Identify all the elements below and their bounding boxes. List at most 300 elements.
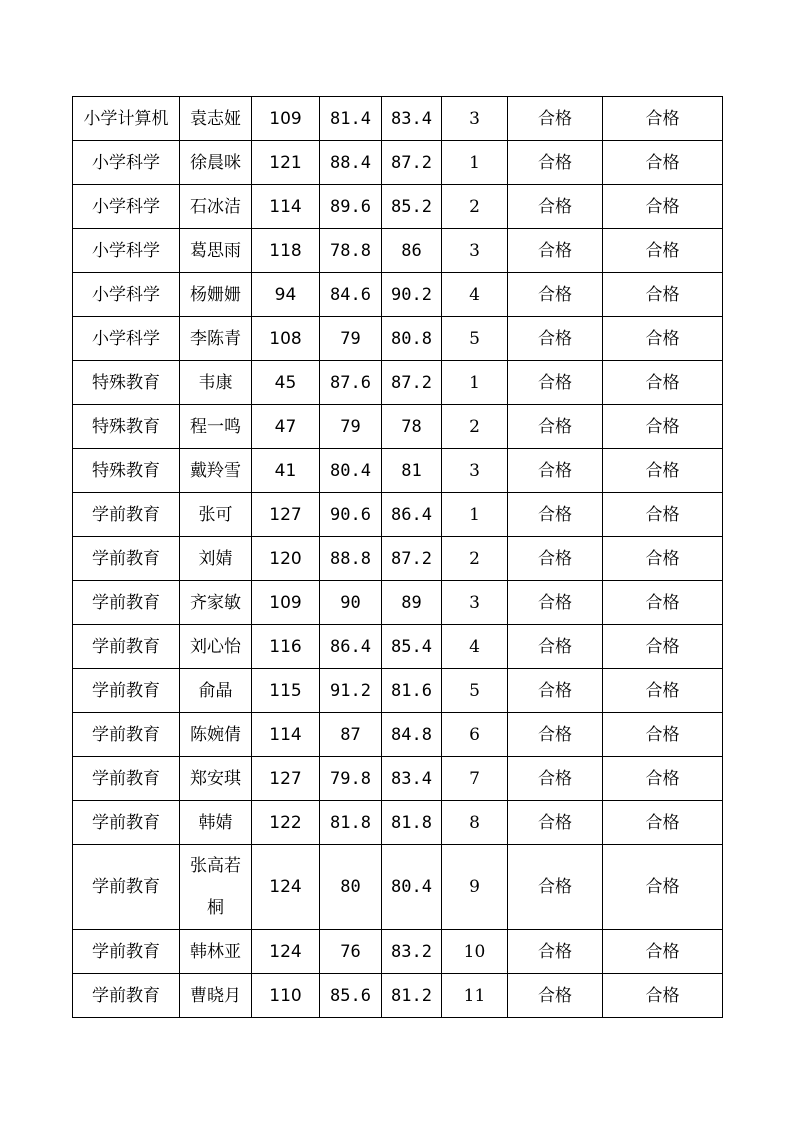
- score1-cell: [320, 581, 382, 625]
- score1-cell-text: 81.4: [330, 108, 371, 129]
- table-row: [73, 361, 723, 405]
- score2-cell: [382, 97, 442, 141]
- count-cell-text: 116: [269, 636, 302, 657]
- name-cell-text: 杨姗姗: [190, 284, 241, 305]
- table-body: [73, 97, 723, 1018]
- count-cell: [252, 757, 320, 801]
- result2-cell-text: 合格: [645, 592, 680, 613]
- score2-cell: [382, 361, 442, 405]
- result1-cell-text: 合格: [538, 504, 572, 525]
- name-cell: [180, 141, 252, 185]
- rank-cell-text: 1: [469, 152, 480, 173]
- count-cell-text: 120: [269, 548, 302, 569]
- name-cell-text: 袁志娅: [190, 108, 241, 129]
- count-cell: [252, 449, 320, 493]
- subject-cell-text: 小学科学: [92, 152, 160, 173]
- subject-cell: [73, 845, 180, 930]
- result2-cell-text: 合格: [645, 877, 680, 897]
- result1-cell-text: 合格: [538, 108, 572, 129]
- count-cell-text: 114: [269, 724, 302, 745]
- score2-cell-text: 86: [401, 240, 422, 261]
- result1-cell-text: 合格: [538, 941, 572, 962]
- count-cell: [252, 801, 320, 845]
- result2-cell: [603, 141, 723, 185]
- name-cell: [180, 581, 252, 625]
- count-cell: [252, 141, 320, 185]
- score1-cell-text: 88.8: [330, 548, 371, 569]
- table-row: [73, 493, 723, 537]
- score2-cell: [382, 141, 442, 185]
- result2-cell: [603, 449, 723, 493]
- rank-cell: [442, 273, 508, 317]
- count-cell-text: 118: [269, 240, 302, 261]
- score2-cell-text: 86.4: [391, 504, 432, 525]
- table-row: [73, 757, 723, 801]
- result1-cell: [508, 974, 603, 1018]
- rank-cell-text: 5: [469, 680, 480, 701]
- count-cell-text: 110: [269, 985, 302, 1006]
- result2-cell-text: 合格: [645, 680, 680, 701]
- score2-cell: [382, 974, 442, 1018]
- result2-cell: [603, 361, 723, 405]
- name-cell: [180, 713, 252, 757]
- result1-cell-text: 合格: [538, 724, 572, 745]
- rank-cell-text: 8: [469, 812, 480, 833]
- result1-cell: [508, 141, 603, 185]
- score2-cell: [382, 801, 442, 845]
- subject-cell: [73, 405, 180, 449]
- score2-cell-text: 83.2: [391, 941, 432, 962]
- rank-cell-text: 5: [469, 328, 480, 349]
- result2-cell-text: 合格: [645, 328, 680, 349]
- score1-cell-text: 85.6: [330, 985, 371, 1006]
- result1-cell: [508, 229, 603, 273]
- subject-cell: [73, 361, 180, 405]
- count-cell: [252, 493, 320, 537]
- score2-cell-text: 85.4: [391, 636, 432, 657]
- subject-cell: [73, 185, 180, 229]
- rank-cell: [442, 361, 508, 405]
- name-cell: [180, 625, 252, 669]
- score1-cell: [320, 97, 382, 141]
- result1-cell: [508, 669, 603, 713]
- name-cell: [180, 405, 252, 449]
- subject-cell: [73, 229, 180, 273]
- subject-cell-text: 小学科学: [92, 196, 160, 217]
- score2-cell-text: 80.8: [391, 328, 432, 349]
- score1-cell: [320, 930, 382, 974]
- score2-cell: [382, 229, 442, 273]
- score2-cell: [382, 625, 442, 669]
- score2-cell-text: 83.4: [391, 768, 432, 789]
- count-cell-text: 109: [269, 108, 302, 129]
- score1-cell: [320, 801, 382, 845]
- subject-cell: [73, 537, 180, 581]
- score2-cell-text: 83.4: [391, 108, 432, 129]
- subject-cell: [73, 930, 180, 974]
- name-cell-text: 韩婧: [198, 812, 233, 833]
- score2-cell: [382, 317, 442, 361]
- result1-cell: [508, 537, 603, 581]
- score2-cell-text: 78: [401, 416, 422, 437]
- name-cell: [180, 361, 252, 405]
- result1-cell: [508, 317, 603, 361]
- subject-cell: [73, 273, 180, 317]
- result1-cell: [508, 930, 603, 974]
- rank-cell-text: 4: [469, 284, 480, 305]
- name-cell-text: 齐家敏: [190, 592, 241, 613]
- result2-cell: [603, 405, 723, 449]
- name-cell-text: 韦康: [198, 372, 233, 393]
- subject-cell: [73, 757, 180, 801]
- subject-cell: [73, 97, 180, 141]
- score1-cell: [320, 449, 382, 493]
- rank-cell-text: 2: [469, 548, 480, 569]
- rank-cell: [442, 493, 508, 537]
- count-cell-text: 109: [269, 592, 302, 613]
- score2-cell: [382, 537, 442, 581]
- score1-cell: [320, 713, 382, 757]
- score1-cell-text: 76: [340, 941, 361, 962]
- table-row: [73, 625, 723, 669]
- result2-cell: [603, 930, 723, 974]
- score1-cell: [320, 845, 382, 930]
- name-cell: [180, 449, 252, 493]
- subject-cell-text: 特殊教育: [92, 372, 160, 393]
- rank-cell-text: 3: [469, 460, 480, 481]
- name-cell-text: 石冰洁: [190, 196, 241, 217]
- result2-cell: [603, 669, 723, 713]
- count-cell-text: 127: [269, 768, 302, 789]
- score2-cell-text: 89: [401, 592, 422, 613]
- subject-cell-text: 学前教育: [92, 636, 160, 657]
- name-cell-text: 戴羚雪: [190, 460, 241, 481]
- result1-cell: [508, 97, 603, 141]
- count-cell: [252, 713, 320, 757]
- result1-cell-text: 合格: [538, 196, 572, 217]
- result2-cell-text: 合格: [645, 985, 680, 1006]
- result2-cell-text: 合格: [645, 372, 680, 393]
- score2-cell: [382, 930, 442, 974]
- result1-cell-text: 合格: [538, 812, 572, 833]
- rank-cell-text: 9: [469, 877, 480, 897]
- result2-cell-text: 合格: [645, 460, 680, 481]
- subject-cell-text: 学前教育: [92, 724, 160, 745]
- rank-cell: [442, 449, 508, 493]
- score2-cell-text: 87.2: [391, 152, 432, 173]
- count-cell-text: 124: [269, 941, 302, 962]
- score1-cell-text: 90: [340, 592, 361, 613]
- score2-cell: [382, 493, 442, 537]
- subject-cell-text: 小学科学: [92, 328, 160, 349]
- rank-cell-text: 10: [463, 941, 486, 962]
- rank-cell: [442, 405, 508, 449]
- name-cell: [180, 757, 252, 801]
- count-cell: [252, 669, 320, 713]
- table-row: [73, 537, 723, 581]
- rank-cell: [442, 537, 508, 581]
- subject-cell: [73, 625, 180, 669]
- score1-cell: [320, 229, 382, 273]
- subject-cell-text: 特殊教育: [92, 460, 160, 481]
- rank-cell-text: 1: [469, 504, 480, 525]
- subject-cell-text: 学前教育: [92, 812, 160, 833]
- table-row: [73, 930, 723, 974]
- subject-cell-text: 学前教育: [92, 985, 160, 1006]
- score1-cell-text: 80.4: [330, 460, 371, 481]
- result2-cell: [603, 801, 723, 845]
- score1-cell: [320, 625, 382, 669]
- result1-cell: [508, 757, 603, 801]
- score2-cell: [382, 845, 442, 930]
- name-cell: [180, 537, 252, 581]
- count-cell-text: 45: [274, 372, 297, 393]
- name-cell-text: 徐晨咪: [190, 152, 241, 173]
- result2-cell-text: 合格: [645, 108, 680, 129]
- subject-cell-text: 小学科学: [92, 284, 160, 305]
- result1-cell-text: 合格: [538, 460, 572, 481]
- score2-cell: [382, 757, 442, 801]
- count-cell: [252, 537, 320, 581]
- subject-cell-text: 学前教育: [92, 504, 160, 525]
- count-cell: [252, 625, 320, 669]
- score1-cell: [320, 493, 382, 537]
- rank-cell: [442, 713, 508, 757]
- name-cell-text: 曹晓月: [190, 985, 241, 1006]
- subject-cell-text: 学前教育: [92, 592, 160, 613]
- name-cell: [180, 185, 252, 229]
- subject-cell: [73, 493, 180, 537]
- result1-cell-text: 合格: [538, 636, 572, 657]
- result2-cell-text: 合格: [645, 416, 680, 437]
- name-cell: [180, 669, 252, 713]
- score1-cell-text: 78.8: [330, 240, 371, 261]
- name-cell: [180, 801, 252, 845]
- rank-cell-text: 2: [469, 416, 480, 437]
- result1-cell: [508, 845, 603, 930]
- result1-cell-text: 合格: [538, 768, 572, 789]
- rank-cell-text: 4: [469, 636, 480, 657]
- name-cell: [180, 493, 252, 537]
- score2-cell: [382, 273, 442, 317]
- count-cell: [252, 229, 320, 273]
- result1-cell: [508, 581, 603, 625]
- count-cell: [252, 273, 320, 317]
- rank-cell: [442, 845, 508, 930]
- score2-cell-text: 84.8: [391, 724, 432, 745]
- result1-cell: [508, 713, 603, 757]
- rank-cell: [442, 317, 508, 361]
- count-cell-text: 115: [269, 680, 302, 701]
- name-cell-text: 张高若桐: [190, 856, 241, 918]
- subject-cell: [73, 449, 180, 493]
- result2-cell: [603, 537, 723, 581]
- score1-cell: [320, 669, 382, 713]
- count-cell-text: 124: [269, 877, 302, 897]
- result2-cell-text: 合格: [645, 284, 680, 305]
- score1-cell-text: 90.6: [330, 504, 371, 525]
- count-cell: [252, 361, 320, 405]
- rank-cell-text: 3: [469, 592, 480, 613]
- result2-cell-text: 合格: [645, 152, 680, 173]
- score1-cell: [320, 273, 382, 317]
- score2-cell-text: 81.2: [391, 985, 432, 1006]
- result2-cell-text: 合格: [645, 196, 680, 217]
- name-cell: [180, 930, 252, 974]
- result2-cell: [603, 185, 723, 229]
- subject-cell: [73, 713, 180, 757]
- score2-cell-text: 87.2: [391, 548, 432, 569]
- rank-cell-text: 3: [469, 240, 480, 261]
- score2-cell-text: 87.2: [391, 372, 432, 393]
- subject-cell: [73, 669, 180, 713]
- rank-cell: [442, 669, 508, 713]
- table-row: [73, 229, 723, 273]
- score2-cell: [382, 713, 442, 757]
- result2-cell: [603, 273, 723, 317]
- score2-cell: [382, 449, 442, 493]
- rank-cell-text: 11: [463, 985, 486, 1006]
- result2-cell: [603, 845, 723, 930]
- score2-cell: [382, 405, 442, 449]
- result2-cell: [603, 229, 723, 273]
- subject-cell-text: 学前教育: [92, 877, 160, 897]
- rank-cell: [442, 229, 508, 273]
- count-cell-text: 108: [269, 328, 302, 349]
- score1-cell: [320, 317, 382, 361]
- subject-cell-text: 小学计算机: [83, 108, 169, 129]
- result1-cell-text: 合格: [538, 240, 572, 261]
- result1-cell-text: 合格: [538, 416, 572, 437]
- name-cell: [180, 974, 252, 1018]
- name-cell-text: 葛思雨: [190, 240, 241, 261]
- name-cell: [180, 845, 252, 930]
- score2-cell-text: 81: [401, 460, 422, 481]
- score1-cell: [320, 537, 382, 581]
- score2-cell-text: 85.2: [391, 196, 432, 217]
- result1-cell: [508, 493, 603, 537]
- count-cell: [252, 930, 320, 974]
- result1-cell: [508, 361, 603, 405]
- result2-cell: [603, 625, 723, 669]
- score2-cell-text: 81.8: [391, 812, 432, 833]
- subject-cell-text: 特殊教育: [92, 416, 160, 437]
- result1-cell-text: 合格: [538, 985, 572, 1006]
- name-cell-text: 刘心怡: [190, 636, 241, 657]
- score2-cell-text: 90.2: [391, 284, 432, 305]
- subject-cell-text: 学前教育: [92, 548, 160, 569]
- result1-cell-text: 合格: [538, 548, 572, 569]
- count-cell-text: 121: [269, 152, 302, 173]
- table-row: [73, 713, 723, 757]
- result2-cell-text: 合格: [645, 768, 680, 789]
- result2-cell: [603, 581, 723, 625]
- result2-cell: [603, 713, 723, 757]
- rank-cell-text: 1: [469, 372, 480, 393]
- table-row: [73, 449, 723, 493]
- result1-cell-text: 合格: [538, 284, 572, 305]
- result2-cell: [603, 493, 723, 537]
- score1-cell-text: 80: [340, 877, 361, 897]
- table-row: [73, 317, 723, 361]
- rank-cell: [442, 801, 508, 845]
- score1-cell-text: 91.2: [330, 680, 371, 701]
- table-row: [73, 669, 723, 713]
- subject-cell-text: 学前教育: [92, 941, 160, 962]
- subject-cell: [73, 581, 180, 625]
- table-row: [73, 97, 723, 141]
- result1-cell: [508, 801, 603, 845]
- rank-cell: [442, 97, 508, 141]
- result2-cell-text: 合格: [645, 812, 680, 833]
- score2-cell-text: 80.4: [391, 877, 432, 897]
- name-cell-text: 郑安琪: [190, 768, 241, 789]
- result2-cell-text: 合格: [645, 724, 680, 745]
- result1-cell-text: 合格: [538, 877, 572, 897]
- result2-cell-text: 合格: [645, 240, 680, 261]
- result1-cell: [508, 273, 603, 317]
- score1-cell: [320, 185, 382, 229]
- count-cell: [252, 317, 320, 361]
- result2-cell: [603, 97, 723, 141]
- score1-cell-text: 84.6: [330, 284, 371, 305]
- name-cell: [180, 317, 252, 361]
- rank-cell: [442, 930, 508, 974]
- score1-cell: [320, 361, 382, 405]
- name-cell-text: 程一鸣: [190, 416, 241, 437]
- subject-cell-text: 学前教育: [92, 680, 160, 701]
- score1-cell-text: 79: [340, 328, 361, 349]
- subject-cell: [73, 974, 180, 1018]
- score1-cell: [320, 974, 382, 1018]
- result1-cell-text: 合格: [538, 680, 572, 701]
- count-cell: [252, 97, 320, 141]
- name-cell-text: 李陈青: [190, 328, 241, 349]
- name-cell-text: 韩林亚: [190, 941, 241, 962]
- score1-cell-text: 79: [340, 416, 361, 437]
- subject-cell: [73, 141, 180, 185]
- subject-cell-text: 学前教育: [92, 768, 160, 789]
- result1-cell: [508, 405, 603, 449]
- result1-cell-text: 合格: [538, 592, 572, 613]
- table-row: [73, 185, 723, 229]
- count-cell: [252, 185, 320, 229]
- name-cell-text: 张可: [198, 504, 233, 525]
- count-cell: [252, 974, 320, 1018]
- score1-cell: [320, 405, 382, 449]
- name-cell-text: 陈婉倩: [190, 724, 241, 745]
- score1-cell-text: 87: [340, 724, 361, 745]
- score1-cell: [320, 757, 382, 801]
- result1-cell: [508, 625, 603, 669]
- result1-cell-text: 合格: [538, 372, 572, 393]
- score1-cell-text: 81.8: [330, 812, 371, 833]
- score1-cell-text: 87.6: [330, 372, 371, 393]
- rank-cell: [442, 581, 508, 625]
- score1-cell-text: 86.4: [330, 636, 371, 657]
- count-cell-text: 41: [274, 460, 297, 481]
- score1-cell-text: 79.8: [330, 768, 371, 789]
- result2-cell: [603, 974, 723, 1018]
- result1-cell: [508, 449, 603, 493]
- count-cell: [252, 581, 320, 625]
- rank-cell: [442, 625, 508, 669]
- count-cell-text: 47: [274, 416, 297, 437]
- score2-cell: [382, 581, 442, 625]
- result2-cell-text: 合格: [645, 504, 680, 525]
- rank-cell-text: 7: [469, 768, 480, 789]
- rank-cell: [442, 757, 508, 801]
